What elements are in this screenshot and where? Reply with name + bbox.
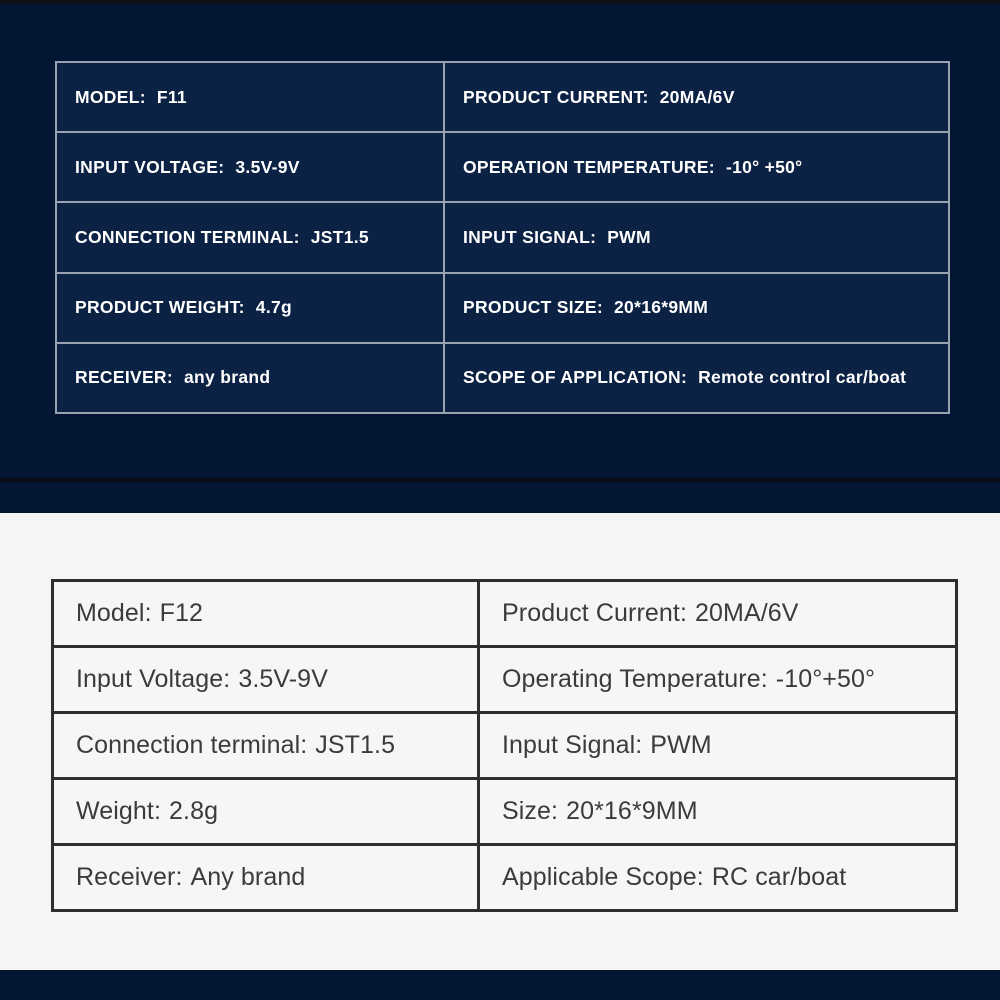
spec-cell-operating-temperature xyxy=(480,648,955,711)
table-row xyxy=(54,582,955,648)
spec-value: RC car/boat xyxy=(711,863,847,891)
f11-spec-table xyxy=(55,61,950,414)
f12-spec-table xyxy=(51,579,958,912)
table-row xyxy=(57,203,948,273)
spec-label: Size: xyxy=(502,797,559,825)
spec-value: 2.8g xyxy=(169,797,219,825)
spec-cell-operation-temperature xyxy=(445,133,948,201)
spec-label: PRODUCT SIZE: xyxy=(463,297,604,318)
spec-cell-product-current xyxy=(480,582,955,645)
spec-label: OPERATION TEMPERATURE: xyxy=(463,156,715,177)
spec-value: Any brand xyxy=(190,863,306,891)
spec-cell-receiver xyxy=(57,344,445,412)
spec-value: -10°+50° xyxy=(775,665,876,693)
table-row xyxy=(57,274,948,344)
spec-cell-product-current xyxy=(445,63,948,131)
spec-value: Remote control car/boat xyxy=(698,367,907,388)
spec-label: PRODUCT CURRENT: xyxy=(463,86,649,107)
spec-value: 20*16*9MM xyxy=(614,297,709,318)
spec-cell-applicable-scope xyxy=(480,846,955,909)
spec-cell-product-weight xyxy=(57,274,445,342)
spec-label: CONNECTION TERMINAL: xyxy=(75,227,300,247)
spec-label: Applicable Scope: xyxy=(502,863,704,891)
spec-value: -10° +50° xyxy=(725,156,803,177)
spec-cell-input-signal xyxy=(445,203,948,271)
spec-label: INPUT SIGNAL: xyxy=(463,227,597,247)
table-row xyxy=(54,846,955,909)
spec-value: 3.5V-9V xyxy=(235,156,300,177)
spec-value: 3.5V-9V xyxy=(238,665,328,693)
spec-label: Input Voltage: xyxy=(76,665,231,693)
spec-value: PWM xyxy=(650,731,712,759)
spec-label: Input Signal: xyxy=(502,731,643,759)
spec-cell-model xyxy=(54,582,480,645)
spec-label: Connection terminal: xyxy=(76,731,308,759)
spec-cell-receiver xyxy=(54,846,480,909)
spec-value: 20*16*9MM xyxy=(566,797,698,825)
spec-label: RECEIVER: xyxy=(75,367,173,388)
spec-label: MODEL: xyxy=(75,86,146,107)
spec-cell-size xyxy=(480,780,955,843)
spec-cell-scope-of-application xyxy=(445,344,948,412)
spec-label: PRODUCT WEIGHT: xyxy=(75,297,245,318)
spec-cell-connection-terminal xyxy=(54,714,480,777)
spec-value: F11 xyxy=(156,86,187,107)
spec-cell-model xyxy=(57,63,445,131)
spec-cell-input-voltage xyxy=(54,648,480,711)
spec-label: Product Current: xyxy=(502,599,688,627)
spec-cell-connection-terminal xyxy=(57,203,445,271)
table-row xyxy=(57,133,948,203)
spec-label: INPUT VOLTAGE: xyxy=(75,156,225,177)
spec-label: Operating Temperature: xyxy=(502,665,768,693)
spec-label: Receiver: xyxy=(76,863,183,891)
bottom-navy-bar xyxy=(0,970,1000,1000)
spec-value: 4.7g xyxy=(255,297,292,318)
spec-label: Weight: xyxy=(76,797,162,825)
spec-cell-input-signal xyxy=(480,714,955,777)
spec-value: JST1.5 xyxy=(310,227,369,247)
table-row xyxy=(54,648,955,714)
spec-cell-product-size xyxy=(445,274,948,342)
table-row xyxy=(57,344,948,412)
spec-cell-input-voltage xyxy=(57,133,445,201)
spec-label: SCOPE OF APPLICATION: xyxy=(463,367,688,388)
table-row xyxy=(54,780,955,846)
spec-value: 20MA/6V xyxy=(695,599,799,627)
table-row xyxy=(57,63,948,133)
spec-label: Model: xyxy=(76,599,152,627)
spec-value: any brand xyxy=(184,367,271,388)
table-row xyxy=(54,714,955,780)
spec-value: PWM xyxy=(607,227,651,247)
spec-value: JST1.5 xyxy=(315,731,396,759)
section-divider-line xyxy=(0,478,1000,482)
spec-cell-weight xyxy=(54,780,480,843)
spec-value: 20MA/6V xyxy=(659,86,735,107)
spec-value: F12 xyxy=(159,599,204,627)
